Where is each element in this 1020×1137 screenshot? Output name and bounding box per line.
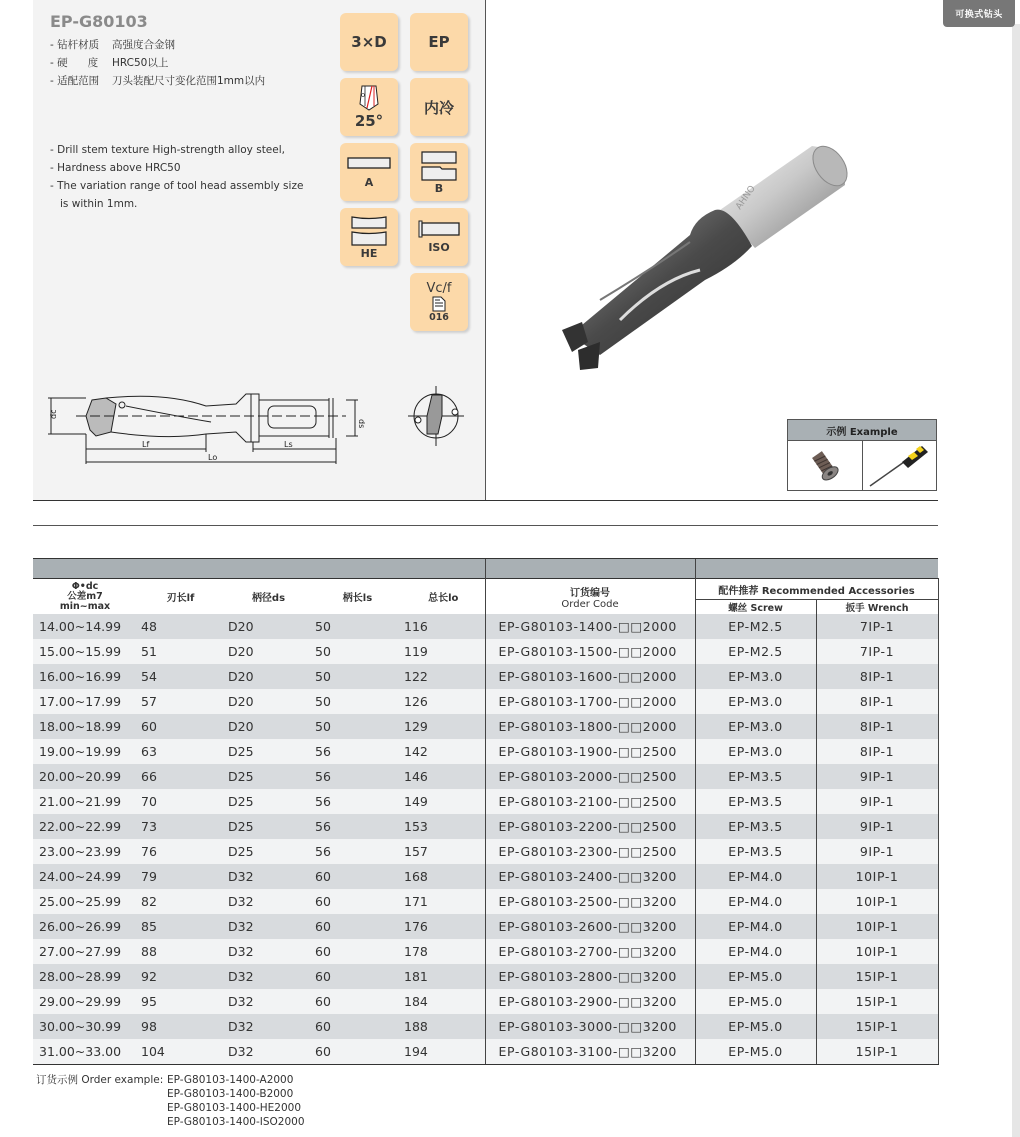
badge-shank-b — [410, 143, 468, 201]
cell-order-code: EP-G80103-1600-□□2000 — [485, 664, 695, 689]
badge-helix-angle — [340, 78, 398, 136]
table-row — [33, 1039, 938, 1064]
cell-lf: 76 — [137, 839, 224, 864]
header-dc-line1: Φ•dc — [71, 580, 99, 592]
badge-vcf-label: Vc/f — [426, 281, 452, 296]
cell-lf: 82 — [137, 889, 224, 914]
cell-screw: EP-M5.0 — [695, 964, 816, 989]
cell-dc: 23.00~23.99 — [33, 839, 137, 864]
cell-dc: 19.00~19.99 — [33, 739, 137, 764]
cell-order-code: EP-G80103-2300-□□2500 — [485, 839, 695, 864]
cell-dc: 16.00~16.99 — [33, 664, 137, 689]
cell-order-code: EP-G80103-1900-□□2500 — [485, 739, 695, 764]
cell-order-code: EP-G80103-2400-□□3200 — [485, 864, 695, 889]
cell-lf: 66 — [137, 764, 224, 789]
cell-ls: 56 — [313, 839, 402, 864]
cell-ls: 50 — [313, 639, 402, 664]
cell-wrench: 8IP-1 — [816, 714, 938, 739]
cell-screw: EP-M3.5 — [695, 764, 816, 789]
cell-wrench: 9IP-1 — [816, 789, 938, 814]
table-row — [33, 989, 938, 1014]
col-header-wrench: 扳手 Wrench — [816, 600, 938, 615]
table-row — [33, 889, 938, 914]
header-dc-line3: min~max — [59, 600, 111, 612]
table-row — [33, 639, 938, 664]
spec-line: - Hardness above HRC50 — [50, 162, 181, 174]
col-header-ds: 柄径ds — [224, 579, 313, 615]
section-rule — [33, 500, 938, 501]
table-row — [33, 664, 938, 689]
badge-shank-iso-label: ISO — [428, 241, 450, 254]
cell-wrench: 9IP-1 — [816, 839, 938, 864]
cell-screw: EP-M4.0 — [695, 939, 816, 964]
cell-lo: 116 — [402, 614, 485, 639]
cell-lf: 70 — [137, 789, 224, 814]
scrollbar[interactable] — [1012, 24, 1020, 1137]
col-header-lo: 总长lo — [402, 579, 485, 615]
table-header-row — [33, 579, 938, 600]
cell-order-code: EP-G80103-1800-□□2000 — [485, 714, 695, 739]
badge-cutting-data[interactable] — [410, 273, 468, 331]
cell-ls: 60 — [313, 989, 402, 1014]
cell-lo: 188 — [402, 1014, 485, 1039]
ls-label: Ls — [284, 440, 293, 449]
cell-screw: EP-M2.5 — [695, 639, 816, 664]
cell-lo: 168 — [402, 864, 485, 889]
cell-ls: 50 — [313, 689, 402, 714]
helix-drill-icon — [354, 84, 384, 112]
cell-ls: 60 — [313, 1039, 402, 1064]
cell-ls: 60 — [313, 864, 402, 889]
cell-ds: D25 — [224, 739, 313, 764]
order-example-label: 订货示例 Order example: — [36, 1074, 164, 1086]
cell-ds: D20 — [224, 664, 313, 689]
cell-dc: 24.00~24.99 — [33, 864, 137, 889]
cell-order-code: EP-G80103-2000-□□2500 — [485, 764, 695, 789]
cell-lf: 51 — [137, 639, 224, 664]
cell-ls: 50 — [313, 614, 402, 639]
cell-ls: 50 — [313, 664, 402, 689]
wrench-example — [862, 441, 937, 490]
cell-ds: D25 — [224, 764, 313, 789]
cell-ds: D32 — [224, 914, 313, 939]
category-tab[interactable]: 可换式钻头 — [943, 0, 1015, 27]
cell-lf: 95 — [137, 989, 224, 1014]
cell-wrench: 10IP-1 — [816, 889, 938, 914]
cell-screw: EP-M2.5 — [695, 614, 816, 639]
order-example — [36, 1073, 305, 1129]
col-header-screw: 螺丝 Screw — [695, 600, 816, 615]
cell-ds: D32 — [224, 1014, 313, 1039]
cell-lo: 153 — [402, 814, 485, 839]
cell-screw: EP-M3.0 — [695, 664, 816, 689]
cell-order-code: EP-G80103-2800-□□3200 — [485, 964, 695, 989]
spec-item — [50, 36, 265, 54]
cell-ds: D32 — [224, 989, 313, 1014]
badge-coolant-label: 内冷 — [423, 98, 454, 117]
example-title: 示例 Example — [788, 420, 936, 441]
wrench-icon — [864, 442, 934, 490]
cell-lo: 171 — [402, 889, 485, 914]
col-header-dc — [33, 579, 137, 615]
cell-wrench: 15IP-1 — [816, 1014, 938, 1039]
cell-dc: 20.00~20.99 — [33, 764, 137, 789]
lo-label: Lo — [208, 453, 218, 462]
cell-order-code: EP-G80103-2200-□□2500 — [485, 814, 695, 839]
cell-wrench: 15IP-1 — [816, 989, 938, 1014]
cell-dc: 31.00~33.00 — [33, 1039, 137, 1064]
cell-ds: D32 — [224, 864, 313, 889]
cell-order-code: EP-G80103-3100-□□3200 — [485, 1039, 695, 1064]
cell-lo: 176 — [402, 914, 485, 939]
cell-lf: 73 — [137, 814, 224, 839]
cell-ls: 60 — [313, 889, 402, 914]
cell-lo: 194 — [402, 1039, 485, 1064]
badge-shank-a-label: A — [364, 175, 374, 189]
cell-dc: 14.00~14.99 — [33, 614, 137, 639]
cell-ls: 56 — [313, 789, 402, 814]
cell-lo: 181 — [402, 964, 485, 989]
cell-dc: 26.00~26.99 — [33, 914, 137, 939]
cell-order-code: EP-G80103-2500-□□3200 — [485, 889, 695, 914]
table-row — [33, 739, 938, 764]
drill-flute-body — [562, 210, 752, 370]
document-icon — [431, 296, 447, 312]
order-example-code: EP-G80103-1400-HE2000 — [167, 1102, 301, 1114]
cell-lf: 48 — [137, 614, 224, 639]
cell-ds: D32 — [224, 1039, 313, 1064]
badge-shank-he — [340, 208, 398, 266]
col-header-accessories: 配件推荐 Recommended Accessories — [695, 579, 938, 600]
table-row — [33, 814, 938, 839]
cell-dc: 25.00~25.99 — [33, 889, 137, 914]
table-gray-header-bar — [33, 559, 938, 579]
badge-coolant — [410, 78, 468, 136]
order-example-code: EP-G80103-1400-ISO2000 — [167, 1116, 305, 1128]
cell-lo: 142 — [402, 739, 485, 764]
cell-screw: EP-M3.0 — [695, 689, 816, 714]
table-row — [33, 939, 938, 964]
col-header-lf: 刃长lf — [137, 579, 224, 615]
cell-wrench: 10IP-1 — [816, 914, 938, 939]
cell-order-code: EP-G80103-1500-□□2000 — [485, 639, 695, 664]
table-row — [33, 864, 938, 889]
shank-he-icon — [350, 215, 388, 247]
cell-lf: 92 — [137, 964, 224, 989]
badge-shank-he-label: HE — [360, 246, 378, 260]
badge-angle-label: 25° — [354, 112, 384, 130]
table-row — [33, 764, 938, 789]
ds-label: ds — [357, 419, 366, 429]
spec-line: - Drill stem texture High-strength alloy steel, — [50, 144, 285, 156]
brand-engraving: AHNO — [734, 184, 758, 212]
cell-screw: EP-M3.5 — [695, 814, 816, 839]
cell-order-code: EP-G80103-2700-□□3200 — [485, 939, 695, 964]
cell-lo: 149 — [402, 789, 485, 814]
cell-lo: 184 — [402, 989, 485, 1014]
badge-vcf-page: 016 — [429, 312, 449, 323]
shank-b-icon — [420, 150, 458, 182]
spec-item — [50, 54, 265, 72]
badge-depth-label: 3×D — [351, 33, 387, 51]
cell-lf: 54 — [137, 664, 224, 689]
cell-wrench: 10IP-1 — [816, 939, 938, 964]
cell-lf: 79 — [137, 864, 224, 889]
cell-lf: 57 — [137, 689, 224, 714]
cell-screw: EP-M3.0 — [695, 714, 816, 739]
table-row — [33, 614, 938, 639]
cell-screw: EP-M5.0 — [695, 1039, 816, 1064]
cell-ls: 56 — [313, 814, 402, 839]
cell-dc: 21.00~21.99 — [33, 789, 137, 814]
cell-wrench: 15IP-1 — [816, 1039, 938, 1064]
cell-lf: 63 — [137, 739, 224, 764]
table-row — [33, 714, 938, 739]
header-dc-line2: 公差m7 — [67, 590, 103, 602]
spec-line: - The variation range of tool head assembly size — [50, 180, 304, 192]
cell-wrench: 9IP-1 — [816, 814, 938, 839]
product-code-title: EP-G80103 — [50, 12, 148, 31]
lf-label: Lf — [142, 440, 150, 449]
cell-wrench: 7IP-1 — [816, 639, 938, 664]
cell-ls: 56 — [313, 739, 402, 764]
cell-dc: 18.00~18.99 — [33, 714, 137, 739]
cell-lf: 98 — [137, 1014, 224, 1039]
cell-ds: D25 — [224, 814, 313, 839]
shank-a-icon — [346, 156, 392, 170]
spec-line: is within 1mm. — [60, 198, 138, 210]
screw-example — [788, 441, 862, 490]
cell-dc: 29.00~29.99 — [33, 989, 137, 1014]
order-example-code: EP-G80103-1400-A2000 — [167, 1074, 294, 1086]
drill-product-image — [540, 130, 860, 380]
spec-value: 刀头装配尺寸变化范围1mm以内 — [112, 75, 266, 87]
header-order-cn: 订货编号 — [570, 587, 611, 599]
spec-key: - 钻杆材质 — [50, 39, 100, 51]
cell-lo: 119 — [402, 639, 485, 664]
table-row — [33, 964, 938, 989]
cell-ds: D32 — [224, 964, 313, 989]
cell-lo: 146 — [402, 764, 485, 789]
cell-wrench: 10IP-1 — [816, 864, 938, 889]
cell-screw: EP-M3.5 — [695, 839, 816, 864]
cell-dc: 22.00~22.99 — [33, 814, 137, 839]
table-row — [33, 1014, 938, 1039]
accessory-example-box — [787, 419, 937, 491]
spec-key: - 硬 度 — [50, 57, 99, 69]
cell-lo: 122 — [402, 664, 485, 689]
cell-ls: 60 — [313, 939, 402, 964]
cell-wrench: 8IP-1 — [816, 689, 938, 714]
cell-dc: 15.00~15.99 — [33, 639, 137, 664]
cell-ls: 56 — [313, 764, 402, 789]
badge-shank-b-label: B — [434, 181, 444, 195]
col-header-ls: 柄长ls — [313, 579, 402, 615]
cell-lf: 104 — [137, 1039, 224, 1064]
cell-dc: 30.00~30.99 — [33, 1014, 137, 1039]
spec-value: 高强度合金钢 — [112, 39, 175, 51]
badge-shank-a — [340, 143, 398, 201]
cell-dc: 27.00~27.99 — [33, 939, 137, 964]
col-header-order-code — [485, 579, 695, 615]
cell-screw: EP-M4.0 — [695, 889, 816, 914]
spec-table — [33, 558, 939, 1065]
spec-item — [50, 72, 265, 90]
badge-type-label: EP — [428, 33, 450, 51]
table-row — [33, 914, 938, 939]
cell-lo: 157 — [402, 839, 485, 864]
spec-list-cn — [50, 36, 265, 90]
cell-wrench: 8IP-1 — [816, 739, 938, 764]
technical-drawing — [46, 382, 466, 467]
cell-lf: 88 — [137, 939, 224, 964]
cell-lo: 129 — [402, 714, 485, 739]
cell-order-code: EP-G80103-2100-□□2500 — [485, 789, 695, 814]
cell-wrench: 7IP-1 — [816, 614, 938, 639]
cell-ls: 60 — [313, 914, 402, 939]
shank-iso-icon — [417, 220, 461, 238]
table-row — [33, 689, 938, 714]
cell-dc: 28.00~28.99 — [33, 964, 137, 989]
header-order-en: Order Code — [561, 598, 619, 610]
cell-screw: EP-M3.5 — [695, 789, 816, 814]
cell-ds: D20 — [224, 689, 313, 714]
cell-order-code: EP-G80103-3000-□□3200 — [485, 1014, 695, 1039]
cell-wrench: 8IP-1 — [816, 664, 938, 689]
cell-ds: D25 — [224, 789, 313, 814]
cell-order-code: EP-G80103-2900-□□3200 — [485, 989, 695, 1014]
cell-wrench: 9IP-1 — [816, 764, 938, 789]
cell-screw: EP-M4.0 — [695, 914, 816, 939]
cell-wrench: 15IP-1 — [816, 964, 938, 989]
cell-lf: 60 — [137, 714, 224, 739]
cell-screw: EP-M3.0 — [695, 739, 816, 764]
badge-shank-iso — [410, 208, 468, 266]
cell-ls: 60 — [313, 964, 402, 989]
cell-screw: EP-M5.0 — [695, 989, 816, 1014]
badge-type — [410, 13, 468, 71]
cell-order-code: EP-G80103-2600-□□3200 — [485, 914, 695, 939]
cell-ds: D32 — [224, 889, 313, 914]
spec-key: - 适配范围 — [50, 75, 100, 87]
screw-icon — [805, 448, 845, 484]
cell-ds: D20 — [224, 639, 313, 664]
spec-value: HRC50以上 — [112, 57, 169, 69]
cell-ls: 50 — [313, 714, 402, 739]
table-row — [33, 839, 938, 864]
spec-list-en — [50, 141, 303, 213]
cell-dc: 17.00~17.99 — [33, 689, 137, 714]
order-example-code: EP-G80103-1400-B2000 — [167, 1088, 294, 1100]
panel-divider — [485, 0, 486, 500]
cell-lf: 85 — [137, 914, 224, 939]
badge-depth — [340, 13, 398, 71]
cell-ds: D20 — [224, 714, 313, 739]
cell-order-code: EP-G80103-1700-□□2000 — [485, 689, 695, 714]
section-rule — [33, 525, 938, 526]
cell-order-code: EP-G80103-1400-□□2000 — [485, 614, 695, 639]
cell-screw: EP-M4.0 — [695, 864, 816, 889]
cell-lo: 178 — [402, 939, 485, 964]
cell-ls: 60 — [313, 1014, 402, 1039]
table-row — [33, 789, 938, 814]
cell-ds: D25 — [224, 839, 313, 864]
dc-label: dc — [49, 409, 58, 419]
cell-lo: 126 — [402, 689, 485, 714]
cell-screw: EP-M5.0 — [695, 1014, 816, 1039]
cell-ds: D32 — [224, 939, 313, 964]
cell-ds: D20 — [224, 614, 313, 639]
